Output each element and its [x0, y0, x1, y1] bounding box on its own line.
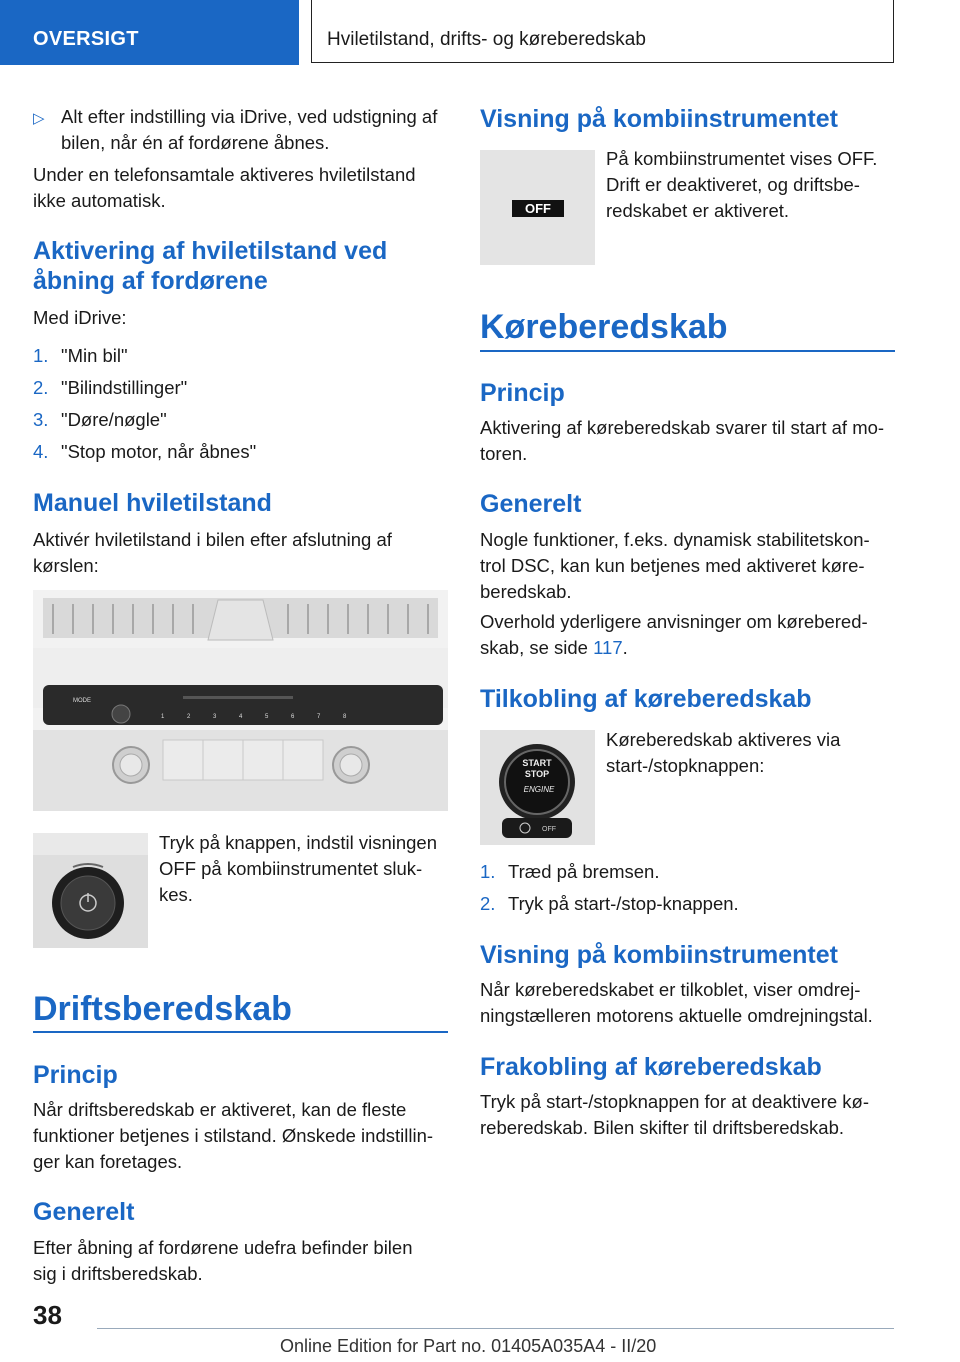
bullet-item: ▷ Alt efter indstilling via iDrive, ved udstigning af [33, 104, 437, 132]
footer-divider [97, 1328, 894, 1329]
paragraph: skab, se side 117. [480, 637, 628, 658]
paragraph: kes. [159, 884, 193, 905]
paragraph: beredskab. [480, 581, 572, 602]
section-title: OVERSIGT [33, 28, 139, 50]
section-divider [480, 350, 895, 352]
bullet-item-cont: bilen, når én af fordørene åbnes. [61, 132, 330, 153]
svg-text:STOP: STOP [524, 769, 550, 779]
heading-frakobling: Frakobling af køreberedskab [480, 1053, 822, 1081]
mode-label: MODE [73, 698, 91, 704]
heading-aktivering-cont: åbning af fordørene [33, 267, 268, 295]
start-stop-button-image [480, 730, 595, 845]
paragraph: OFF på kombiinstrumentet sluk- [159, 858, 423, 879]
paragraph: Med iDrive: [33, 307, 127, 328]
paragraph: Nogle funktioner, f.eks. dynamisk stabilitetskon- [480, 529, 870, 550]
paragraph: Efter åbning af fordørene udefra befinder bilen [33, 1237, 413, 1258]
svg-text:4: 4 [239, 714, 243, 720]
paragraph: sig i driftsberedskab. [33, 1263, 203, 1284]
off-label: OFF [525, 201, 551, 216]
heading-generelt: Generelt [33, 1198, 135, 1226]
svg-text:1: 1 [161, 714, 165, 720]
paragraph: På kombiinstrumentet vises OFF. [606, 148, 878, 169]
list-item: 1. "Min bil" [33, 345, 128, 366]
paragraph: toren. [480, 443, 528, 464]
paragraph: redskabet er aktiveret. [606, 200, 790, 221]
paragraph: reberedskab. Bilen skifter til driftsberedskab. [480, 1117, 845, 1138]
list-item: 4. "Stop motor, når åbnes" [33, 441, 257, 462]
paragraph: Tryk på start-/stopknappen for at deaktivere kø- [480, 1091, 870, 1112]
heading-visning: Visning på kombiinstrumentet [480, 105, 838, 133]
paragraph: Aktivér hviletilstand i bilen efter afslutning af [33, 529, 392, 550]
svg-text:START: START [522, 758, 552, 768]
paragraph: trol DSC, kan kun betjenes med aktiveret køre- [480, 555, 865, 576]
paragraph: Når køreberedskabet er tilkoblet, viser omdrej- [480, 979, 861, 1000]
heading-driftsberedskab: Driftsberedskab [33, 990, 292, 1028]
svg-text:ENGINE: ENGINE [523, 785, 555, 794]
heading-tilkobling: Tilkobling af køreberedskab [480, 685, 812, 713]
paragraph: ningstælleren motorens aktuelle omdrejningstal. [480, 1005, 873, 1026]
section-divider [33, 1031, 448, 1033]
power-knob-image [33, 833, 148, 948]
heading-aktivering: Aktivering af hviletilstand ved [33, 237, 388, 265]
list-item: 2. Tryk på start-/stop-knappen. [480, 893, 739, 914]
heading-visning: Visning på kombiinstrumentet [480, 941, 838, 969]
list-item: 3. "Døre/nøgle" [33, 409, 167, 430]
paragraph: funktioner betjenes i stilstand. Ønskede indstillin- [33, 1125, 434, 1146]
paragraph: Drift er deaktiveret, og driftsbe- [606, 174, 860, 195]
radio-console-image [33, 590, 448, 811]
paragraph: ger kan foretages. [33, 1151, 183, 1172]
section-tab [0, 0, 299, 65]
list-item: 1. Træd på bremsen. [480, 861, 660, 882]
page-number: 38 [33, 1300, 62, 1330]
heading-manuel: Manuel hviletilstand [33, 489, 272, 517]
paragraph: kørslen: [33, 555, 99, 576]
paragraph: Aktivering af køreberedskab svarer til start af mo- [480, 417, 885, 438]
paragraph: ikke automatisk. [33, 190, 166, 211]
heading-princip: Princip [480, 379, 565, 407]
chapter-title: Hviletilstand, drifts- og køreberedskab [327, 29, 646, 50]
footer-edition: Online Edition for Part no. 01405A035A4 - II/20 [280, 1336, 657, 1356]
paragraph: start-/stopknappen: [606, 755, 765, 776]
chapter-header [311, 0, 894, 63]
heading-generelt: Generelt [480, 490, 582, 518]
page-reference-link[interactable]: 117 [593, 637, 623, 658]
svg-text:6: 6 [291, 714, 295, 720]
paragraph: Overhold yderligere anvisninger om kørebered- [480, 611, 868, 632]
list-item: 2. "Bilindstillinger" [33, 377, 188, 398]
svg-text:7: 7 [317, 714, 321, 720]
triangle-bullet-icon: ▷ [33, 110, 45, 127]
svg-text:2: 2 [187, 714, 191, 720]
paragraph: Køreberedskab aktiveres via [606, 729, 841, 750]
heading-princip: Princip [33, 1061, 118, 1089]
svg-text:8: 8 [343, 714, 347, 720]
off-display-image [480, 150, 595, 265]
paragraph: Under en telefonsamtale aktiveres hviletilstand [33, 164, 416, 185]
paragraph: Tryk på knappen, indstil visningen [159, 832, 437, 853]
svg-text:OFF: OFF [542, 826, 556, 833]
heading-koreberedskab: Køreberedskab [480, 308, 728, 346]
svg-text:5: 5 [265, 714, 269, 720]
svg-text:3: 3 [213, 714, 217, 720]
paragraph: Når driftsberedskab er aktiveret, kan de fleste [33, 1099, 407, 1120]
